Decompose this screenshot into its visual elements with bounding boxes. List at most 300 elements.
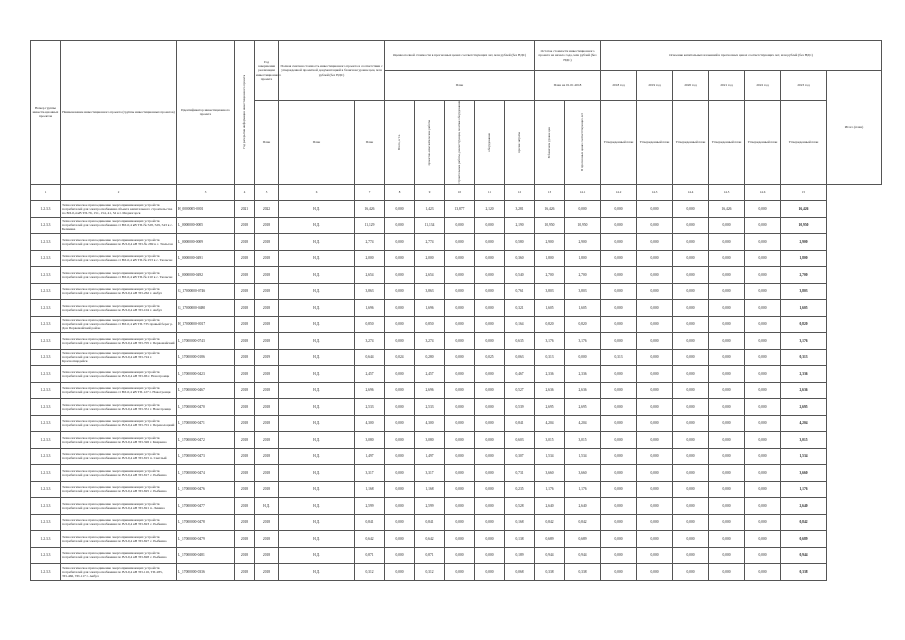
cell-value: 0,000 xyxy=(709,415,745,432)
cell-value: 0,321 xyxy=(505,300,535,317)
cell-value: 0,000 xyxy=(385,217,415,234)
column-number: 14.2 xyxy=(601,184,637,201)
header-disclosure-year: Год раскрытия информации инвестиционного проекта xyxy=(235,41,255,185)
cell-project-name: Технологическое присоединение энергопринимающих устройств потребителей для электроснабжения от ВЛ-0,4 кВ ТП-№ 210 в с. Тюльган xyxy=(61,267,177,284)
cell-completion-year: 2018 xyxy=(255,267,279,284)
cell-value: 0,842 xyxy=(535,514,565,531)
cell-value: 0,000 xyxy=(709,465,745,482)
cell-plan-cost: Н.Д. xyxy=(279,201,355,218)
cell-value: 0,000 xyxy=(445,564,475,581)
cell-plan-cost: Н.Д. xyxy=(279,432,355,449)
cell-value: 0,000 xyxy=(601,514,637,531)
cell-value: 0,280 xyxy=(415,349,445,366)
cell-value: 1,534 xyxy=(535,448,565,465)
cell-value: 1,168 xyxy=(415,481,445,498)
cell-project-name: Технологическое присоединение энергопринимающих устройств потребителей для электроснабжения по ВЛ-0,4 кВ ТП-817 с. Рыбкино xyxy=(61,465,177,482)
cell-value: 4,204 xyxy=(535,415,565,432)
cell-project-id: L_0000000-0005 xyxy=(177,217,235,234)
cell-value: 0,000 xyxy=(745,382,781,399)
cell-group-number: 1.2.3.3 xyxy=(31,415,61,432)
cell-project-id: L_17000000-0336 xyxy=(177,564,235,581)
cell-value: 0,000 xyxy=(673,531,709,548)
cell-value: 16,426 xyxy=(781,201,827,218)
cell-value: 16,426 xyxy=(355,201,385,218)
cell-project-name: Технологическое присоединение энергопринимающих устройств потребителей для электроснабжения по ВЛ-0,4 кВ ТП-825 с. Рыбкино xyxy=(61,481,177,498)
table-row xyxy=(31,300,882,317)
cell-value: 1,423 xyxy=(415,201,445,218)
cell-project-name: Технологическое присоединение энергопринимающих устройств потребителей для электроснабжения от ВЛ-0,4 кВ ТП-№ 253 в с. Тюльган xyxy=(61,250,177,267)
cell-value: 4,300 xyxy=(355,415,385,432)
cell-disclosure-year: 2018 xyxy=(235,481,255,498)
cell-value: 1,497 xyxy=(415,448,445,465)
cell-completion-year: Н.Д. xyxy=(255,498,279,515)
cell-value: 0,000 xyxy=(673,283,709,300)
column-number: 14.5 xyxy=(709,184,745,201)
cell-completion-year: 2018 xyxy=(255,448,279,465)
cell-value: 4,300 xyxy=(415,415,445,432)
cell-project-id: H_0000005-0001 xyxy=(177,201,235,218)
cell-project-id: L_17000000-0479 xyxy=(177,531,235,548)
cell-value: 0,000 xyxy=(709,283,745,300)
cell-completion-year: 2018 xyxy=(255,432,279,449)
cell-value: 0,000 xyxy=(745,234,781,251)
cell-value: 0,000 xyxy=(475,465,505,482)
cell-value: 0,000 xyxy=(709,498,745,515)
cell-value: 0,000 xyxy=(445,531,475,548)
cell-project-id: L_17000000-0423 xyxy=(177,366,235,383)
cell-value: 2,190 xyxy=(505,217,535,234)
column-number: 14.3 xyxy=(637,184,673,201)
cell-value: 0,000 xyxy=(745,415,781,432)
cell-disclosure-year: 2018 xyxy=(235,415,255,432)
cell-value: 0,944 xyxy=(781,547,827,564)
cell-value: 1,800 xyxy=(781,250,827,267)
cell-value: 0,000 xyxy=(445,382,475,399)
cell-value: 0,689 xyxy=(781,531,827,548)
cell-value: 0,000 xyxy=(637,366,673,383)
table-row xyxy=(31,333,882,350)
cell-value: 0,841 xyxy=(415,514,445,531)
cell-value: 1,605 xyxy=(781,300,827,317)
cell-value: 0,731 xyxy=(505,465,535,482)
table-row xyxy=(31,564,882,581)
cell-value: 0,000 xyxy=(637,382,673,399)
cell-disclosure-year: 2018 xyxy=(235,300,255,317)
cell-value: 0,000 xyxy=(745,316,781,333)
cell-value: 2,700 xyxy=(535,267,565,284)
cell-plan-cost: Н.Д. xyxy=(279,415,355,432)
cell-value: 0,000 xyxy=(475,547,505,564)
cell-value: 1,497 xyxy=(355,448,385,465)
cell-value: 0,871 xyxy=(415,547,445,564)
cell-value: 0,000 xyxy=(601,234,637,251)
header-sub-other: прочие затраты xyxy=(505,101,535,185)
cell-plan-cost: Н.Д. xyxy=(279,448,355,465)
cell-value: 2,640 xyxy=(535,498,565,515)
cell-project-id: L_17000000-0478 xyxy=(177,514,235,531)
cell-value: 0,025 xyxy=(475,349,505,366)
cell-completion-year: 2018 xyxy=(255,481,279,498)
header-completion-year: Год завершения реализации инвестиционного проекта xyxy=(255,41,279,101)
cell-value: 0,000 xyxy=(475,382,505,399)
header-year-2019: 2019 год xyxy=(637,71,673,101)
cell-value: 0,000 xyxy=(745,217,781,234)
cell-value: 0,000 xyxy=(745,514,781,531)
cell-group-number: 1.2.3.3 xyxy=(31,498,61,515)
cell-value: 0,841 xyxy=(355,514,385,531)
table-row xyxy=(31,432,882,449)
cell-value: 0,000 xyxy=(745,547,781,564)
cell-value: 2,636 xyxy=(781,382,827,399)
cell-completion-year: 2018 xyxy=(255,547,279,564)
cell-value: 4,204 xyxy=(565,415,601,432)
cell-disclosure-year: 2018 xyxy=(235,250,255,267)
cell-value: 3,803 xyxy=(781,283,827,300)
cell-plan-cost: Н.Д. xyxy=(279,382,355,399)
cell-value: 0,000 xyxy=(445,250,475,267)
header-sub-equipment: оборудование xyxy=(475,101,505,185)
cell-value: 0,000 xyxy=(601,481,637,498)
cell-value: 0,063 xyxy=(505,349,535,366)
cell-project-id: L_0000000-0009 xyxy=(177,234,235,251)
table-row xyxy=(31,366,882,383)
cell-value: 0,000 xyxy=(745,201,781,218)
cell-disclosure-year: 2018 xyxy=(235,531,255,548)
header-approved-2020: Утвержденный план xyxy=(673,101,709,185)
header-approved-2021: Утвержденный план xyxy=(709,101,745,185)
cell-value: 10,950 xyxy=(781,217,827,234)
cell-value: 0,000 xyxy=(745,250,781,267)
cell-value: 10,950 xyxy=(565,217,601,234)
cell-value: 0,000 xyxy=(601,415,637,432)
cell-project-id: G_17000000-0480 xyxy=(177,300,235,317)
cell-project-id: L_17000000-0476 xyxy=(177,481,235,498)
cell-value: 2,900 xyxy=(565,234,601,251)
header-year-2018: 2018 год xyxy=(601,71,637,101)
cell-value: 0,000 xyxy=(637,316,673,333)
cell-value: 0,000 xyxy=(475,316,505,333)
cell-value: 0,000 xyxy=(565,349,601,366)
header-sub-pir: проектно-изыскательские работы xyxy=(415,101,445,185)
cell-group-number: 1.2.3.3 xyxy=(31,531,61,548)
cell-value: 0,000 xyxy=(601,316,637,333)
cell-value: 0,000 xyxy=(673,201,709,218)
cell-value: 0,000 xyxy=(385,432,415,449)
header-approved-2018: Утвержденный план xyxy=(601,101,637,185)
cell-value: 0,000 xyxy=(673,448,709,465)
cell-value: 0,000 xyxy=(673,250,709,267)
cell-group-number: 1.2.3.3 xyxy=(31,267,61,284)
cell-disclosure-year: 2018 xyxy=(235,366,255,383)
cell-value: 3,274 xyxy=(415,333,445,350)
cell-value: 0,467 xyxy=(505,366,535,383)
cell-value: 0,000 xyxy=(673,333,709,350)
cell-value: 0,000 xyxy=(709,366,745,383)
cell-value: 0,000 xyxy=(709,399,745,416)
cell-value: 2,000 xyxy=(355,250,385,267)
cell-project-name: Технологическое присоединение энергопринимающих устройств потребителей для электроснабжения по ВЛ-0,4 кВ ТП-821 п. Ленина xyxy=(61,498,177,515)
cell-value: 0,000 xyxy=(673,382,709,399)
table-row xyxy=(31,316,882,333)
cell-value: 0,000 xyxy=(601,333,637,350)
cell-value: 3,015 xyxy=(565,432,601,449)
cell-value: 0,000 xyxy=(385,547,415,564)
cell-value: 0,000 xyxy=(385,333,415,350)
column-number: 9 xyxy=(415,184,445,201)
cell-value: 0,000 xyxy=(601,201,637,218)
cell-value: 0,000 xyxy=(385,448,415,465)
cell-group-number: 1.2.3.3 xyxy=(31,217,61,234)
cell-project-id: L_17000000-0473 xyxy=(177,448,235,465)
table-row xyxy=(31,382,882,399)
cell-value: 0,000 xyxy=(745,481,781,498)
cell-value: 0,944 xyxy=(565,547,601,564)
cell-value: 0,000 xyxy=(673,465,709,482)
cell-group-number: 1.2.3.3 xyxy=(31,481,61,498)
cell-disclosure-year: 2018 xyxy=(235,234,255,251)
cell-value: 0,000 xyxy=(745,349,781,366)
cell-completion-year: 2018 xyxy=(255,234,279,251)
cell-value: 3,176 xyxy=(565,333,601,350)
header-group-number: Номер группы инвести-ционных проектов xyxy=(31,41,61,185)
cell-value: 0,000 xyxy=(385,250,415,267)
column-number: 2 xyxy=(61,184,177,201)
cell-value: 0,360 xyxy=(505,250,535,267)
cell-value: 0,000 xyxy=(709,300,745,317)
cell-value: 0,000 xyxy=(673,300,709,317)
cell-plan-cost: Н.Д. xyxy=(279,465,355,482)
cell-value: 2,774 xyxy=(415,234,445,251)
cell-value: 0,944 xyxy=(535,547,565,564)
cell-value: 0,000 xyxy=(745,498,781,515)
cell-value: 0,000 xyxy=(673,498,709,515)
cell-completion-year: 2019 xyxy=(255,349,279,366)
cell-plan-cost: Н.Д. xyxy=(279,498,355,515)
cell-plan-cost: Н.Д. xyxy=(279,399,355,416)
cell-value: 0,000 xyxy=(475,333,505,350)
cell-project-name: Технологическое присоединение энергопринимающих устройств потребителей для электроснабжения по ВЛ-0,4 кВ ТП-828 с. Рыбкино xyxy=(61,547,177,564)
cell-project-name: Технологическое присоединение энергопринимающих устройств потребителей для электроснабжения по ВЛ-0,4 кВ ТП-326 г. Кваркено xyxy=(61,432,177,449)
cell-value: 0,000 xyxy=(745,399,781,416)
cell-value: 0,000 xyxy=(709,217,745,234)
cell-value: 0,000 xyxy=(385,498,415,515)
cell-value: 2,457 xyxy=(355,366,385,383)
header-sub-forecast: В прогнозных ценах соответствующих лет xyxy=(565,101,601,185)
cell-value: 0,000 xyxy=(709,316,745,333)
cell-value: 0,635 xyxy=(505,333,535,350)
cell-value: 2,695 xyxy=(565,399,601,416)
cell-plan-cost: Н.Д. xyxy=(279,300,355,317)
cell-value: 0,000 xyxy=(445,300,475,317)
cell-value: 0,000 xyxy=(385,415,415,432)
cell-value: 0,000 xyxy=(709,531,745,548)
cell-value: 0,000 xyxy=(385,366,415,383)
cell-value: 0,000 xyxy=(673,432,709,449)
column-number: 5 xyxy=(255,184,279,201)
table-row xyxy=(31,349,882,366)
cell-value: 0,000 xyxy=(637,465,673,482)
cell-value: 0,540 xyxy=(505,267,535,284)
cell-project-id: L_0000000-0491 xyxy=(177,250,235,267)
cell-value: 0,000 xyxy=(709,333,745,350)
cell-value: 2,654 xyxy=(355,267,385,284)
cell-value: 2,640 xyxy=(781,498,827,515)
column-number: 15 xyxy=(781,184,827,201)
cell-group-number: 1.2.3.3 xyxy=(31,547,61,564)
cell-group-number: 1.2.3.3 xyxy=(31,514,61,531)
cell-value: 0,000 xyxy=(673,564,709,581)
cell-value: 3,176 xyxy=(535,333,565,350)
cell-completion-year: 2018 xyxy=(255,333,279,350)
cell-project-name: Технологическое присоединение энергопринимающих устройств потребителей для электроснабжения по ВЛ-0,4 кВ ТП-701 г. Переволоцкий xyxy=(61,415,177,432)
cell-value: 11,134 xyxy=(415,217,445,234)
cell-value: 1,800 xyxy=(565,250,601,267)
cell-plan-cost: Н.Д. xyxy=(279,564,355,581)
cell-value: 0,000 xyxy=(475,267,505,284)
cell-value: 0,000 xyxy=(601,399,637,416)
cell-project-name: Технологическое присоединение энергопринимающих устройств потребителей для электроснабжения по ВЛ-0,4 кВ ТП-815 п. Светлый xyxy=(61,448,177,465)
cell-plan-cost: Н.Д. xyxy=(279,333,355,350)
cell-value: 0,000 xyxy=(475,300,505,317)
cell-project-id: L_17000000-0743 xyxy=(177,333,235,350)
cell-plan-cost: Н.Д. xyxy=(279,349,355,366)
column-number-row xyxy=(31,184,882,201)
cell-value: 0,000 xyxy=(637,531,673,548)
cell-value: 0,644 xyxy=(355,349,385,366)
cell-project-name: Технологическое присоединение энергопринимающих устройств потребителей для электроснабжения по ВЛ-0,4 кВ ТП-705 г. Первомайский xyxy=(61,333,177,350)
cell-value: 0,000 xyxy=(637,432,673,449)
column-number: 6 xyxy=(279,184,355,201)
table-row xyxy=(31,267,882,284)
cell-value: 0,000 xyxy=(445,432,475,449)
cell-completion-year: 2018 xyxy=(255,366,279,383)
table-row xyxy=(31,283,882,300)
header-sub-basis: В базисном уровне цен xyxy=(535,101,565,185)
cell-value: 0,000 xyxy=(601,547,637,564)
header-project-id: Идентификатор инвестиционного проекта xyxy=(177,41,235,185)
cell-group-number: 1.2.3.3 xyxy=(31,333,61,350)
column-number: 14.1 xyxy=(565,184,601,201)
cell-project-name: Технологическое присоединение энергопринимающих устройств потребителей для электроснабжения по ВЛ-0,4 кВ ТП-823 с. Рыбкино xyxy=(61,514,177,531)
cell-value: 3,660 xyxy=(781,465,827,482)
cell-disclosure-year: 2018 xyxy=(235,349,255,366)
cell-value: 0,000 xyxy=(745,448,781,465)
header-forecast-cost: Оценка полной стоимости в прогнозных ценах соответствующих лет, млн рублей (без НДС) xyxy=(385,41,535,71)
column-number: 3 xyxy=(177,184,235,201)
cell-value: 0,000 xyxy=(637,267,673,284)
cell-group-number: 1.2.3.3 xyxy=(31,366,61,383)
cell-value: 16,426 xyxy=(709,201,745,218)
table-row xyxy=(31,514,882,531)
cell-value: 0,312 xyxy=(415,564,445,581)
cell-value: 0,000 xyxy=(709,547,745,564)
cell-disclosure-year: 2018 xyxy=(235,399,255,416)
column-number: 8 xyxy=(385,184,415,201)
cell-value: 0,528 xyxy=(505,498,535,515)
cell-completion-year: 2018 xyxy=(255,316,279,333)
cell-value: 0,000 xyxy=(445,514,475,531)
cell-value: 0,000 xyxy=(673,514,709,531)
cell-project-name: Технологическое присоединение энергопринимающих устройств потребителей для электроснабжения объекта капитального строительства по ВЛ-0,4 кВ ТП-76, 151, 154, 41, 52 в г. Медногорск xyxy=(61,201,177,218)
cell-disclosure-year: 2018 xyxy=(235,316,255,333)
cell-project-name: Технологическое присоединение энергопринимающих устройств потребителей для электроснабжения по ВЛ-0,4 кВ ТП-351 г. Новотроицк xyxy=(61,399,177,416)
cell-value: 0,871 xyxy=(355,547,385,564)
cell-value: 0,000 xyxy=(745,465,781,482)
cell-value: 0,000 xyxy=(673,267,709,284)
cell-plan-cost: Н.Д. xyxy=(279,366,355,383)
cell-value: 2,533 xyxy=(415,399,445,416)
cell-plan-cost: Н.Д. xyxy=(279,531,355,548)
cell-value: 3,281 xyxy=(505,201,535,218)
cell-value: 0,820 xyxy=(565,316,601,333)
cell-plan-cost: Н.Д. xyxy=(279,481,355,498)
column-number: 13 xyxy=(535,184,565,201)
cell-value: 0,000 xyxy=(637,547,673,564)
cell-value: 0,313 xyxy=(781,349,827,366)
cell-value: 1,176 xyxy=(565,481,601,498)
cell-value: 3,274 xyxy=(355,333,385,350)
cell-value: 0,000 xyxy=(601,300,637,317)
cell-value: 2,695 xyxy=(781,399,827,416)
cell-value: 3,080 xyxy=(415,432,445,449)
cell-plan-cost: Н.Д. xyxy=(279,514,355,531)
cell-group-number: 1.2.3.3 xyxy=(31,316,61,333)
cell-disclosure-year: 2018 xyxy=(235,498,255,515)
cell-value: 0,024 xyxy=(385,349,415,366)
cell-value: 1,534 xyxy=(565,448,601,465)
cell-value: 2,336 xyxy=(565,366,601,383)
cell-value: 0,000 xyxy=(385,234,415,251)
cell-value: 0,000 xyxy=(385,316,415,333)
cell-project-name: Технологическое присоединение энергопринимающих устройств потребителей для электроснабжения от ВЛ-0,4 кВ ТП-735 правый берег р. Дон Первомайский район xyxy=(61,316,177,333)
cell-value: 2,696 xyxy=(355,382,385,399)
cell-value: 0,000 xyxy=(475,498,505,515)
cell-value: 0,000 xyxy=(637,399,673,416)
cell-value: 0,000 xyxy=(601,448,637,465)
cell-plan-cost: Н.Д. xyxy=(279,217,355,234)
cell-project-name: Технологическое присоединение энергопринимающих устройств потребителей для электроснабжения от ВЛ-0,4 кВ ТП-127 г. Новотроицк xyxy=(61,382,177,399)
cell-value: 0,000 xyxy=(601,531,637,548)
cell-value: 11,129 xyxy=(355,217,385,234)
header-approved-2022: Утвержденный план xyxy=(745,101,781,185)
cell-value: 0,000 xyxy=(637,481,673,498)
cell-value: 0,313 xyxy=(601,349,637,366)
header-plan: План xyxy=(385,71,535,101)
cell-value: 0,000 xyxy=(385,201,415,218)
column-number: 7 xyxy=(355,184,385,201)
header-total: Итого (план) xyxy=(827,71,882,185)
cell-project-id: L_17000000-0186 xyxy=(177,349,235,366)
cell-project-id: H_17000000-0017 xyxy=(177,316,235,333)
cell-value: 0,000 xyxy=(385,465,415,482)
cell-value: 0,000 xyxy=(445,283,475,300)
cell-value: 0,000 xyxy=(709,448,745,465)
cell-value: 2,695 xyxy=(535,399,565,416)
cell-value: 0,000 xyxy=(445,366,475,383)
cell-completion-year: 2018 xyxy=(255,300,279,317)
cell-plan-cost: Н.Д. xyxy=(279,267,355,284)
cell-value: 0,000 xyxy=(637,250,673,267)
cell-value: 0,000 xyxy=(445,316,475,333)
cell-value: 0,850 xyxy=(355,316,385,333)
cell-value: 0,313 xyxy=(535,349,565,366)
cell-value: 0,000 xyxy=(445,333,475,350)
cell-disclosure-year: 2018 xyxy=(235,564,255,581)
cell-value: 0,000 xyxy=(475,448,505,465)
cell-value: 0,138 xyxy=(505,531,535,548)
cell-plan-cost: Н.Д. xyxy=(279,547,355,564)
cell-value: 1,176 xyxy=(781,481,827,498)
